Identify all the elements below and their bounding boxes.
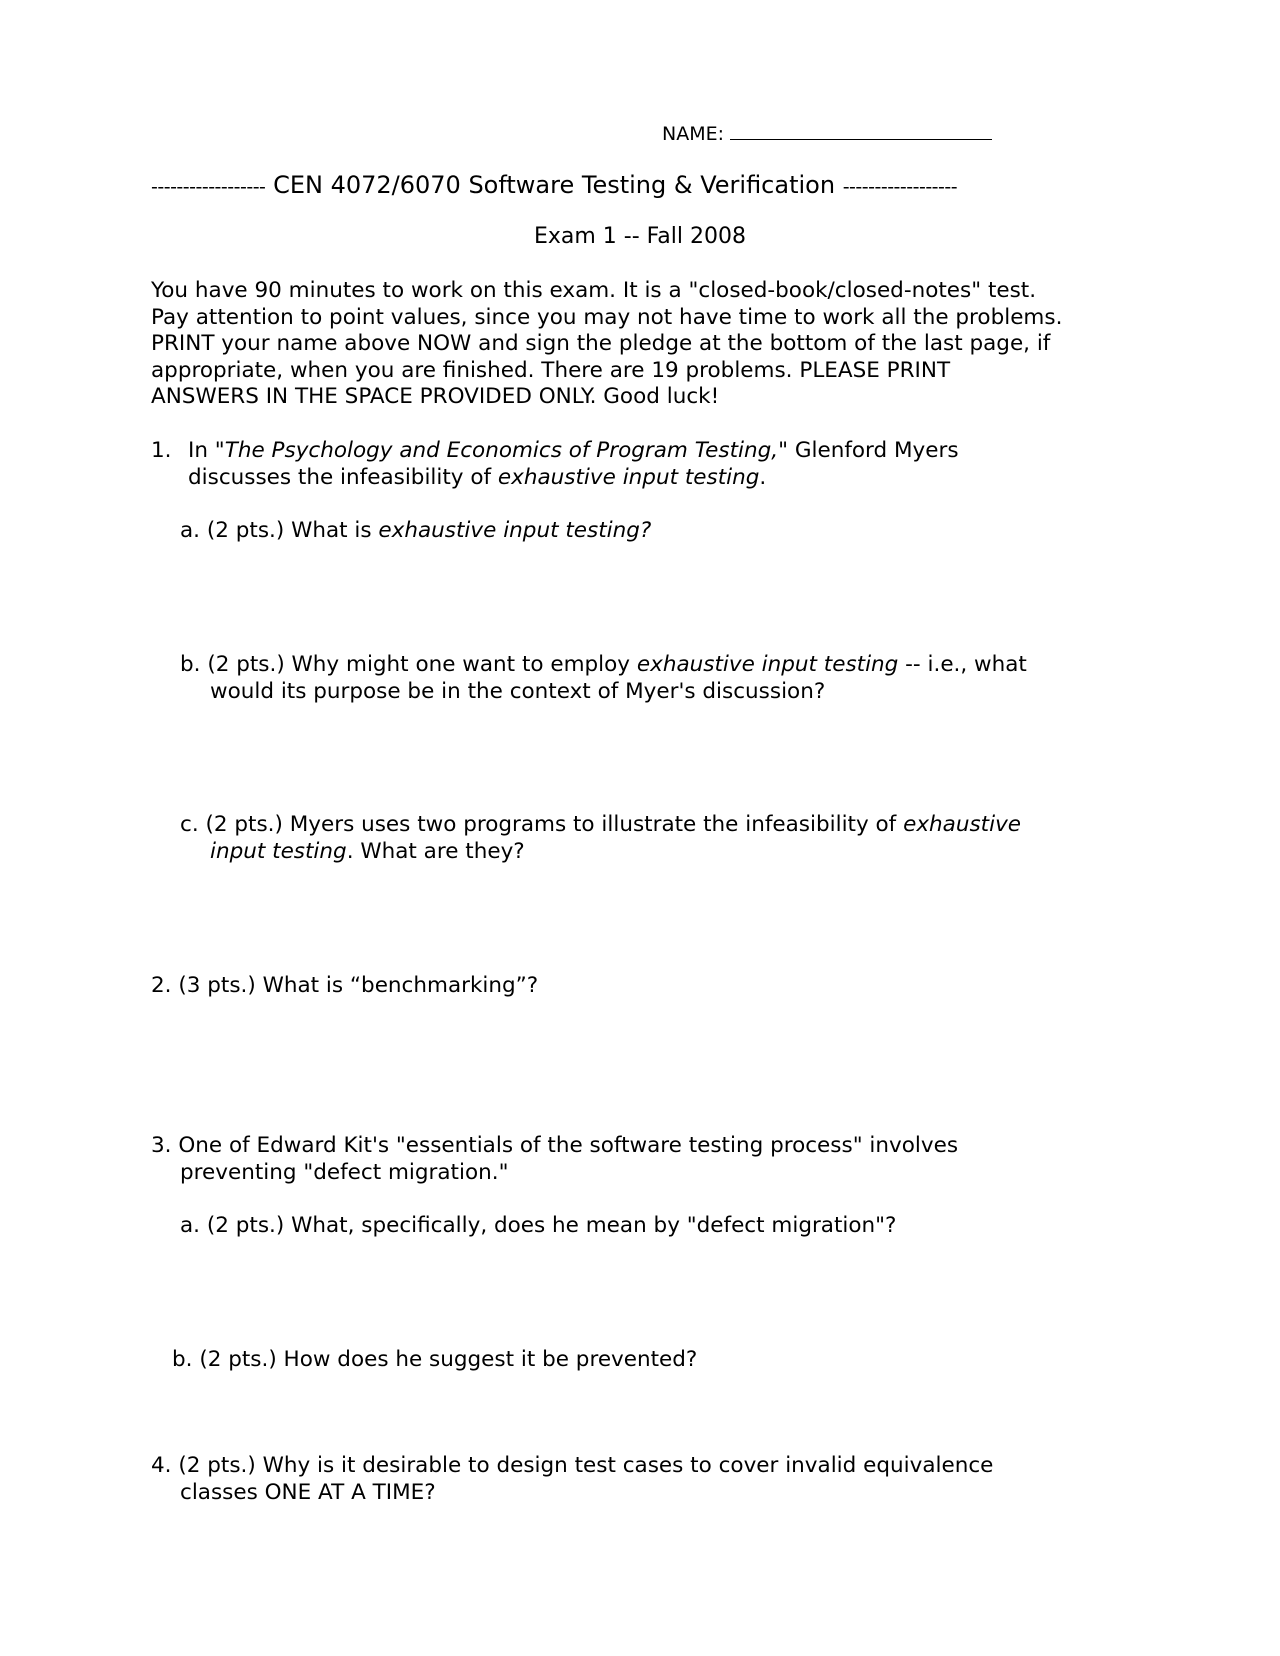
question-1-line: In "The Psychology and Economics of Program Testing," Glenford Myers: [188, 438, 959, 463]
question-3b: b. (2 pts.) How does he suggest it be prevented?: [172, 1347, 698, 1372]
question-3a: a. (2 pts.) What, specifically, does he mean by "defect migration"?: [180, 1213, 897, 1238]
question-1-stem: [188, 438, 959, 491]
course-title: CEN 4072/6070 Software Testing & Verification: [273, 171, 836, 199]
title-dashes-right: ------------------: [842, 176, 958, 198]
exam-title: Exam 1 -- Fall 2008: [533, 224, 746, 249]
name-field-row: [662, 121, 992, 147]
title-dashes-left: ------------------: [151, 176, 266, 198]
question-2: 2. (3 pts.) What is “benchmarking”?: [151, 973, 539, 998]
question-1-number: 1.: [151, 438, 172, 463]
name-label: NAME:: [662, 123, 725, 145]
instructions-line: You have 90 minutes to work on this exam. It is a "closed-book/closed-notes" test.: [151, 278, 1037, 303]
instructions-line: PRINT your name above NOW and sign the pledge at the bottom of the last page, if: [151, 331, 1051, 356]
question-1b: b. (2 pts.) Why might one want to employ exhaustive input testing -- i.e., what would its purpose be in the context of Myer's discussion?: [180, 652, 1027, 704]
course-title-row: [151, 170, 957, 202]
instructions-line: Pay attention to point values, since you may not have time to work all the problems.: [151, 304, 1063, 330]
question-1a: a. (2 pts.) What is exhaustive input testing?: [180, 518, 652, 543]
question-1-line: discusses the infeasibility of exhaustive input testing.: [188, 464, 767, 490]
name-blank-line[interactable]: [730, 121, 992, 140]
question-4: 4. (2 pts.) Why is it desirable to design test cases to cover invalid equivalence classes ONE AT A TIME?: [151, 1453, 994, 1505]
instructions-line: ANSWERS IN THE SPACE PROVIDED ONLY. Good luck!: [151, 384, 720, 409]
question-3-stem: 3. One of Edward Kit's "essentials of the software testing process" involves preventing "defect migration.": [151, 1133, 959, 1185]
instructions-line: appropriate, when you are finished. There are 19 problems. PLEASE PRINT: [151, 357, 951, 383]
instructions: [151, 278, 1062, 411]
question-1c: c. (2 pts.) Myers uses two programs to illustrate the infeasibility of exhaustive input testing. What are they?: [180, 812, 1022, 864]
